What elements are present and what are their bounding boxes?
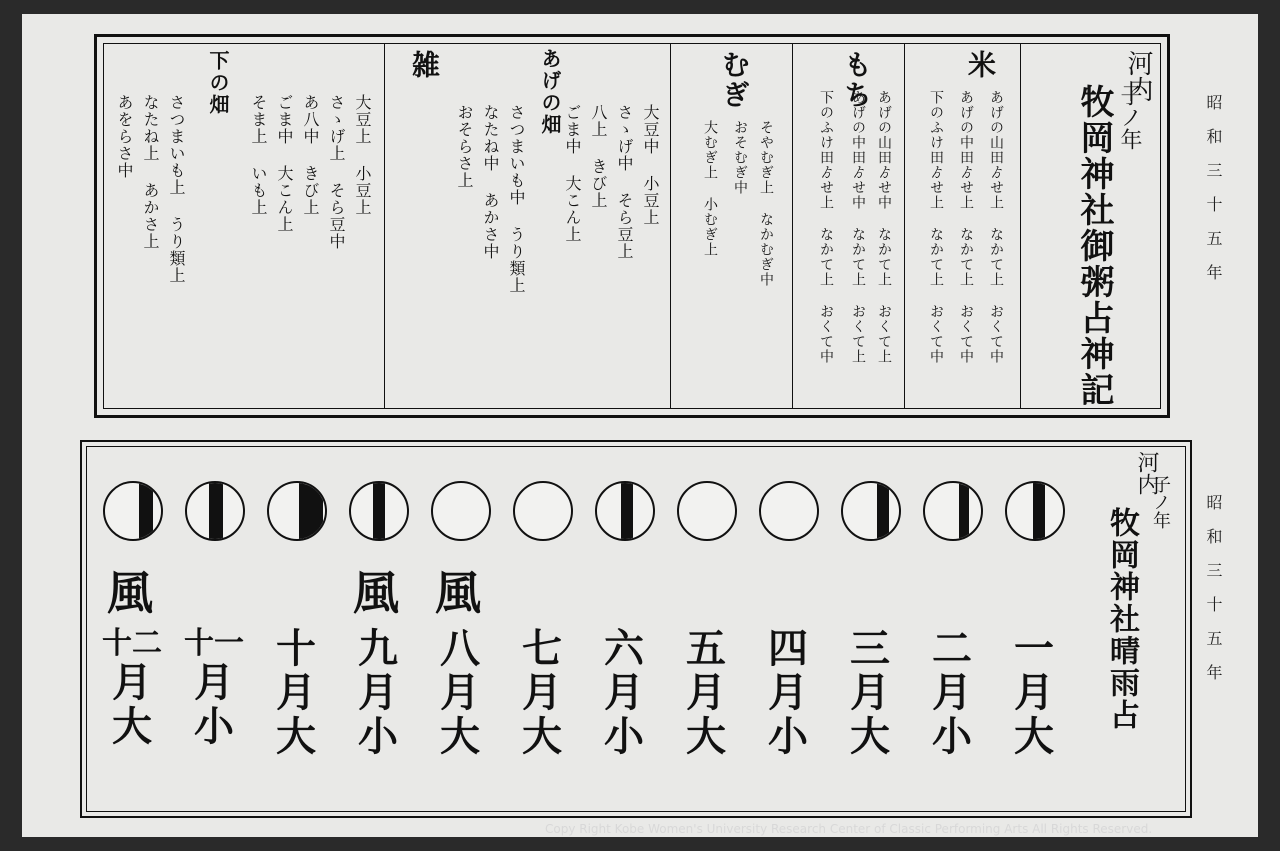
moon-phase-icon [923,481,983,541]
month-size: 大 [112,704,152,750]
moon-band [209,483,223,539]
moon-phase-icon [431,481,491,541]
month-number: 四 [768,626,808,672]
month-number: 十 [276,626,316,672]
month-unit: 月 [686,670,726,716]
lower-field-line-6: さつまいも上 うり類上 [167,94,186,284]
document-sheet [22,14,1258,837]
month-unit: 月 [440,670,480,716]
month-unit: 月 [358,670,398,716]
weather-year: 子ノ年 [1150,475,1171,529]
moon-phase-icon [677,481,737,541]
month-size: 大 [1014,714,1054,760]
wheat-line-1: そやむぎ上 なかむぎ中 [758,120,774,287]
month-unit: 月 [850,670,890,716]
month-size: 大 [522,714,562,760]
moon-phase-icon [349,481,409,541]
upper-field-line-1: 大豆中 小豆上 [641,104,660,226]
moon-band [621,483,633,539]
lower-field-line-8: あをらさ中 [115,94,134,179]
moon-band [1033,483,1045,539]
rice-line-3: 下のふけ田ゟせ上 なかて上 おくて中 [928,90,944,364]
upper-field-line-4: ごま中 大こん上 [563,104,582,243]
moon-phase-icon [267,481,327,541]
month-label [97,627,167,749]
crop-divination-table [94,34,1170,418]
month-unit: 月 [604,670,644,716]
moon-phase-icon [841,481,901,541]
column-title-rice: 米 [964,50,997,80]
wheat-line-3: 大むぎ上 小むぎ上 [702,120,718,257]
lower-field-line-3: あ八中 きび上 [301,94,320,216]
moon-band [877,483,889,539]
month-number: 十一 [184,626,244,661]
month-number: 五 [686,626,726,672]
month-size: 小 [358,714,398,760]
month-unit: 月 [276,670,316,716]
lower-field-line-4: ごま中 大こん上 [275,94,294,233]
month-label [261,627,331,759]
era-label-bottom: 昭和三十五年 [1204,494,1223,698]
lower-field-line-7: なたね上 あかさ上 [141,94,160,250]
month-number: 九 [358,626,398,672]
month-size: 小 [932,714,972,760]
month-size: 大 [440,714,480,760]
rice-line-2: あげの中田ゟせ上 なかて上 おくて中 [958,90,974,364]
month-size: 小 [194,704,234,750]
moon-phase-icon [185,481,245,541]
month-label [425,627,495,759]
column-title-upper-field: あげの畑 [538,48,562,136]
month-number: 二 [932,626,972,672]
upper-field-line-5: さつまいも中 うり類上 [507,104,526,294]
shrine-title: 牧岡神社御粥占神記 [1074,84,1114,408]
moon-band [959,483,969,539]
upper-field-line-7: おそらさ上 [455,104,474,189]
month-label [179,627,249,749]
month-unit: 月 [112,660,152,706]
month-number: 七 [522,626,562,672]
month-label [589,627,659,759]
month-label [835,627,905,759]
rice-line-1: あげの山田ゟせ上 なかて上 おくて中 [988,90,1004,364]
month-number: 六 [604,626,644,672]
lower-field-line-5: そま上 いも上 [249,94,268,216]
column-title-wheat: むぎ [718,50,751,110]
mochi-line-1: あげの山田ゟせ中 なかて上 おくて上 [876,90,892,364]
moon-phase-icon [513,481,573,541]
shrine-year: 子ノ年 [1117,84,1142,150]
month-number: 十二 [102,626,162,661]
month-size: 大 [850,714,890,760]
month-size: 大 [686,714,726,760]
moon-band [373,483,385,539]
copyright-notice: Copy Right Kobe Women's University Research Center of Classic Performing Arts All Rights Reserved. [545,822,1153,836]
column-title-mochi: もち [840,50,873,110]
column-title-misc: 雑 [408,50,441,80]
month-label [917,627,987,759]
month-size: 小 [768,714,808,760]
month-unit: 月 [768,670,808,716]
month-unit: 月 [932,670,972,716]
lower-field-line-2: さゝげ上 そら豆中 [327,94,346,250]
shrine-location: 河内 [1123,50,1153,102]
wind-mark: 風 [435,566,481,620]
month-label [999,627,1069,759]
era-label-top: 昭和三十五年 [1204,94,1223,298]
month-label [753,627,823,759]
mochi-line-3: 下のふけ田ゟせ上 なかて上 おくて中 [818,90,834,364]
month-size: 大 [276,714,316,760]
weather-title: 牧岡神社晴雨占 [1104,507,1139,731]
month-number: 八 [440,626,480,672]
moon-phase-icon [595,481,655,541]
upper-field-line-6: なたね中 あかさ中 [481,104,500,260]
moon-phase-icon [103,481,163,541]
column-title-lower-field: 下の畑 [206,50,230,116]
month-number: 三 [850,626,890,672]
month-size: 小 [604,714,644,760]
month-unit: 月 [522,670,562,716]
mochi-line-2: あげの中田ゟせ中 なかて上 おくて上 [850,90,866,364]
moon-band [139,483,153,539]
month-label [343,627,413,759]
upper-field-line-2: さゝげ中 そら豆上 [615,104,634,260]
lower-field-line-1: 大豆上 小豆上 [353,94,372,216]
moon-band [299,483,323,539]
month-number: 一 [1014,626,1054,672]
wind-mark: 風 [107,566,153,620]
month-unit: 月 [194,660,234,706]
wind-mark: 風 [353,566,399,620]
month-label [671,627,741,759]
weather-divination-table [80,440,1192,818]
month-unit: 月 [1014,670,1054,716]
moon-phase-icon [759,481,819,541]
upper-field-line-3: 八上 きび上 [589,104,608,209]
month-label [507,627,577,759]
moon-phase-icon [1005,481,1065,541]
wheat-line-2: おそむぎ中 [732,120,748,195]
weather-location: 河内 [1134,451,1159,495]
